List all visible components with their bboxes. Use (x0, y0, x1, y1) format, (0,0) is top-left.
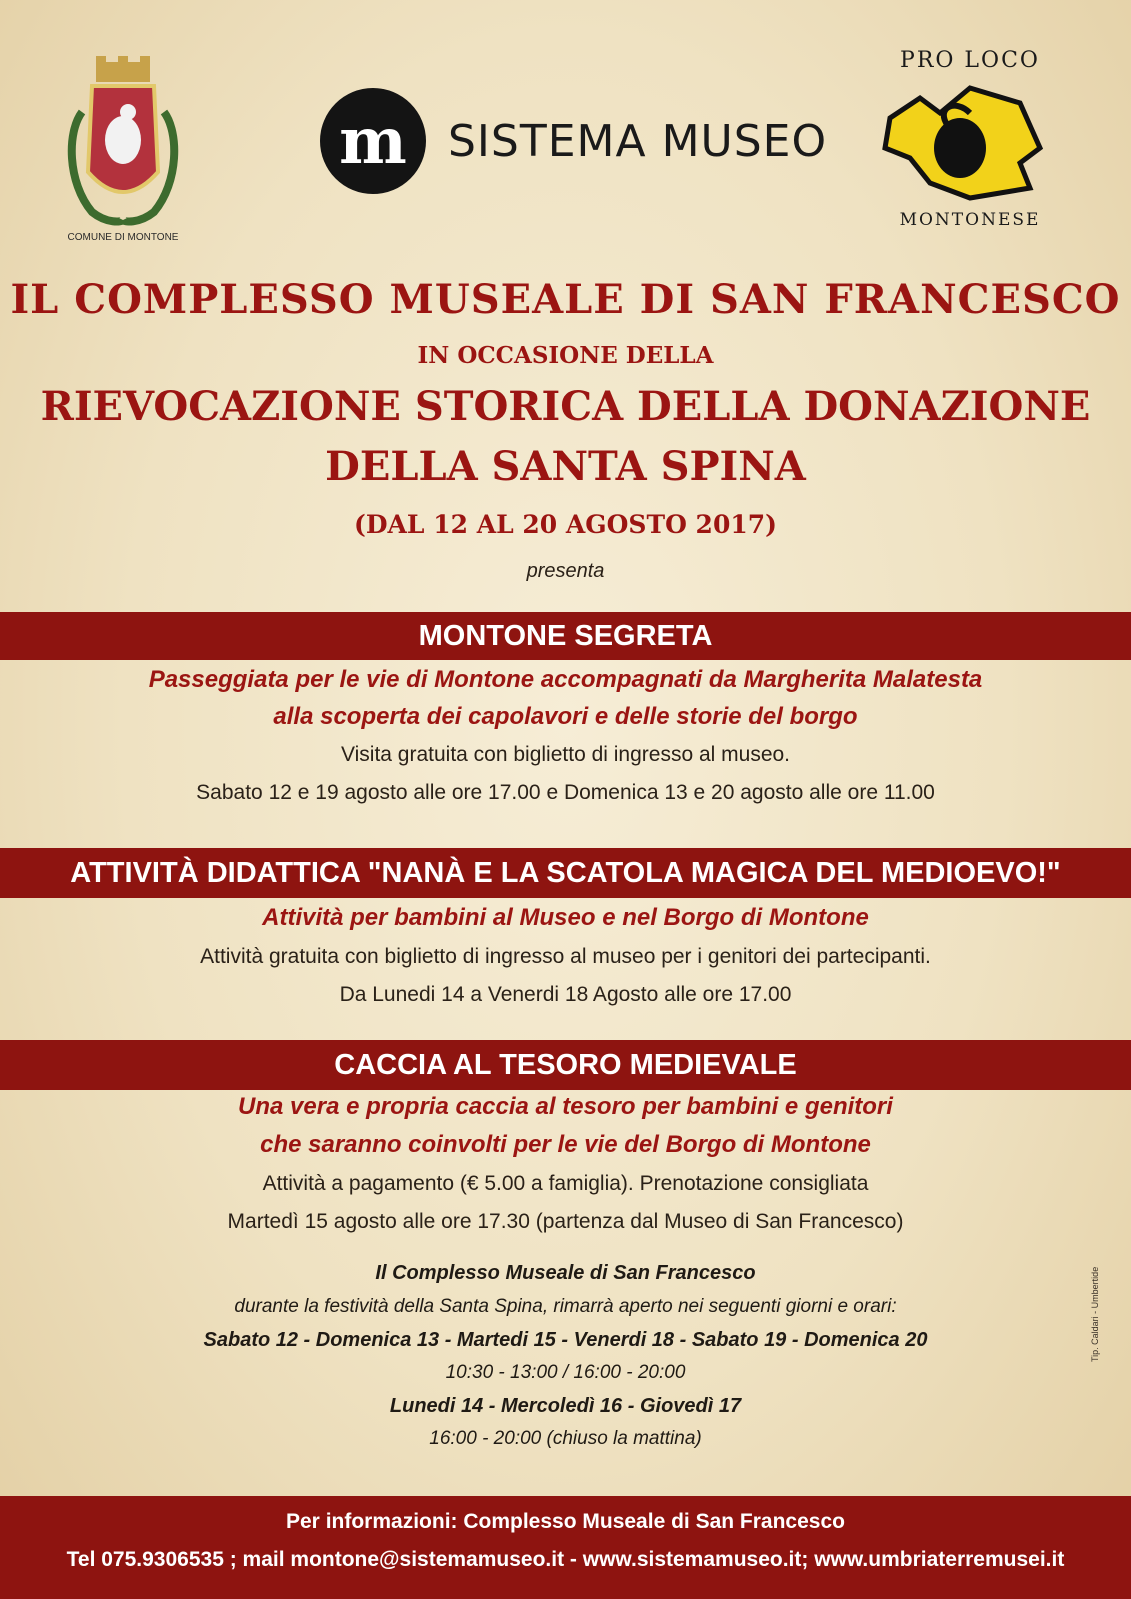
hours-times-2: 16:00 - 20:00 (chiuso la mattina) (429, 1428, 702, 1449)
presenta-text: presenta (526, 560, 605, 582)
hours-days-2: Lunedi 14 - Mercoledì 16 - Giovedì 17 (389, 1395, 742, 1417)
heading-line-1: IL COMPLESSO MUSEALE DI SAN FRANCESCO (10, 276, 1121, 323)
comune-logo (62, 52, 184, 252)
section-2-info-1: Attività gratuita con biglietto di ingresso al museo per i genitori dei partecipanti. (200, 945, 931, 968)
goat-shield-icon (880, 78, 1050, 208)
sistema-museo-wordmark: SISTEMA MUSEO (448, 115, 828, 167)
comune-caption: COMUNE DI MONTONE (67, 232, 179, 243)
sistema-museo-logo (320, 88, 827, 194)
section-1-info-1: Visita gratuita con biglietto di ingresso al museo. (340, 743, 791, 766)
proloco-bottom-text: MONTONESE (899, 210, 1041, 230)
section-bar-attivita-didattica: ATTIVITÀ DIDATTICA "NANÀ E LA SCATOLA MAGICA DEL MEDIOEVO!" (0, 848, 1131, 898)
section-3-info-2: Martedì 15 agosto alle ore 17.30 (partenza dal Museo di San Francesco) (227, 1210, 904, 1233)
heading-line-3: RIEVOCAZIONE STORICA DELLA DONAZIONE (40, 383, 1091, 430)
section-bar-montone-segreta: MONTONE SEGRETA (0, 612, 1131, 660)
section-2-subtitle-1: Attività per bambini al Museo e nel Borgo di Montone (262, 904, 869, 931)
proloco-logo (880, 48, 1060, 248)
footer-info-line: Per informazioni: Complesso Museale di San Francesco (286, 1510, 845, 1533)
printer-credit: Tip. Caldari - Umbertide (1090, 1266, 1100, 1362)
section-2-info-2: Da Lunedi 14 a Venerdi 18 Agosto alle ore 17.00 (339, 983, 792, 1006)
sistema-museo-mark-icon: m (320, 88, 426, 194)
heading-dates: (DAL 12 AL 20 AGOSTO 2017) (354, 510, 777, 539)
heading-line-4: DELLA SANTA SPINA (325, 443, 806, 490)
section-3-info-1: Attività a pagamento (€ 5.00 a famiglia). Prenotazione consigliata (262, 1172, 869, 1195)
section-1-info-2: Sabato 12 e 19 agosto alle ore 17.00 e Domenica 13 e 20 agosto alle ore 11.00 (196, 781, 935, 804)
footer-bar (0, 1496, 1131, 1599)
hours-days-1: Sabato 12 - Domenica 13 - Martedi 15 - Venerdi 18 - Sabato 19 - Domenica 20 (203, 1329, 928, 1351)
section-bar-caccia-al-tesoro: CACCIA AL TESORO MEDIEVALE (0, 1040, 1131, 1090)
hours-title: Il Complesso Museale di San Francesco (375, 1262, 756, 1284)
proloco-top-text: PRO LOCO (900, 48, 1040, 73)
section-3-subtitle-2: che saranno coinvolti per le vie del Borgo di Montone (260, 1131, 871, 1158)
coat-of-arms-icon (62, 52, 184, 227)
section-1-subtitle-1: Passeggiata per le vie di Montone accompagnati da Margherita Malatesta (148, 666, 983, 693)
heading-line-2: IN OCCASIONE DELLA (417, 342, 714, 369)
hours-times-1: 10:30 - 13:00 / 16:00 - 20:00 (445, 1362, 686, 1383)
hours-intro: durante la festività della Santa Spina, rimarrà aperto nei seguenti giorni e orari: (234, 1296, 897, 1317)
section-3-subtitle-1: Una vera e propria caccia al tesoro per bambini e genitori (238, 1093, 893, 1120)
footer-contacts-line: Tel 075.9306535 ; mail montone@sistemamuseo.it - www.sistemamuseo.it; www.umbriaterremusei.it (66, 1548, 1065, 1571)
section-1-subtitle-2: alla scoperta dei capolavori e delle storie del borgo (273, 703, 858, 730)
